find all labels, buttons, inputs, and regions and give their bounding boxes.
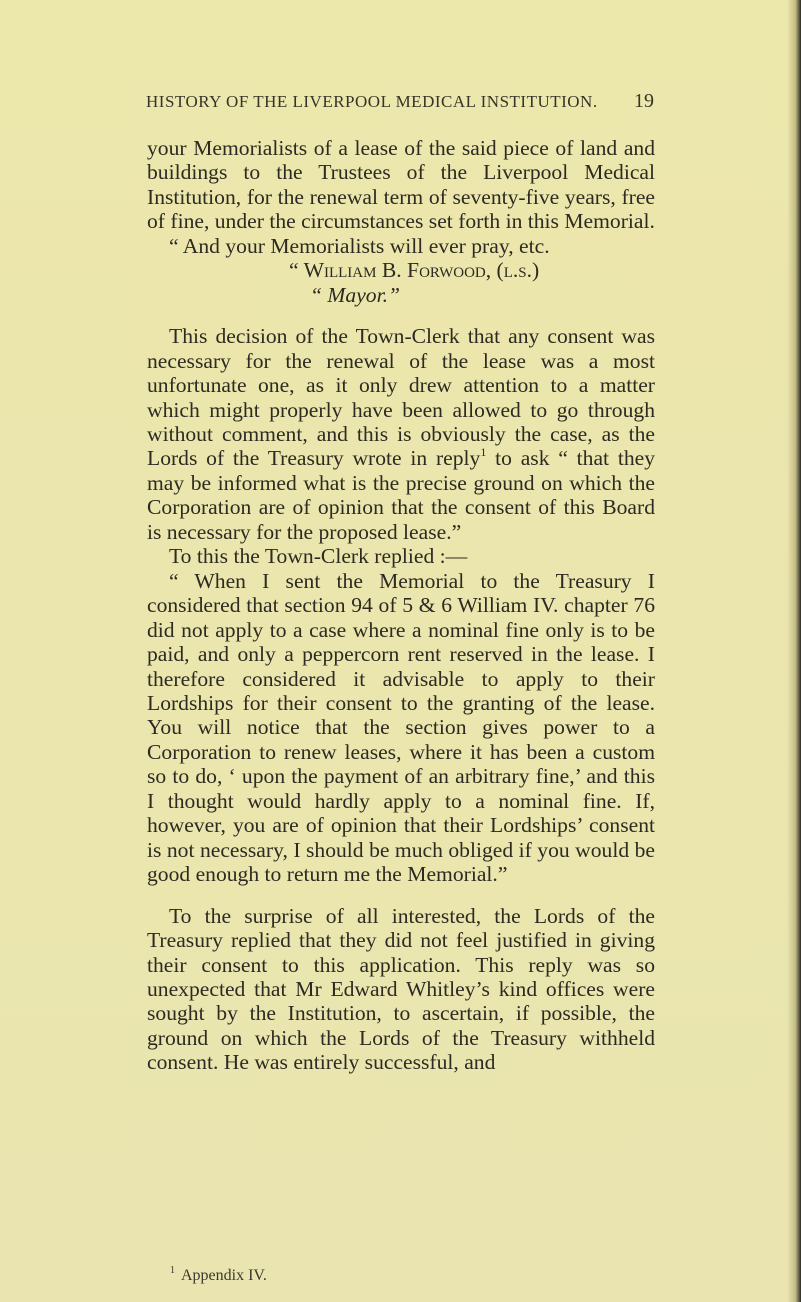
page-body — [147, 136, 655, 1075]
footnote — [170, 1267, 267, 1285]
paragraph-decision — [147, 324, 655, 544]
running-header — [146, 90, 654, 113]
signature-title: “ Mayor.” — [310, 282, 400, 307]
paragraph-surprise: To the surprise of all interested, the Lords of the Treasury replied that they did not feel justified in giving their consent to this application. This reply was so unexpected that Mr Edward Whitley’s kind offices were sought by the Institution, to ascertain, if possible, the ground on which the Lords of the Treasury withheld consent. He was entirely successful, and — [147, 903, 655, 1075]
footnote-text: Appendix IV. — [181, 1267, 267, 1284]
paragraph-town-clerk-letter: “ When I sent the Memorial to the Treasury I considered that section 94 of 5 & 6 William IV. chapter 76 did not apply to a case where a nominal fine only is to be paid, and only a peppercorn rent reserved in the lease. I therefore considered it advisable to apply to their Lordships for their consent to the granting of the lease. You will notice that the section gives power to a Corporation to renew leases, where it has been a custom so to do, ‘ upon the payment of an arbitrary fine,’ and this I thought would hardly apply to a nominal fine. If, however, you are of opinion that their Lordships’ consent is not necessary, I should be much obliged if you would be good enough to return me the Memorial.” — [147, 568, 655, 887]
footnote-reference: 1 — [480, 445, 487, 460]
paragraph-memorial-end: your Memorialists of a lease of the said piece of land and buildings to the Trustees of the Liverpool Medical Institution, for the renewal term of seventy-five years, free of fine, under the circumstances set forth in this Memorial. — [147, 136, 655, 234]
paragraph-town-clerk-replied: To this the Town-Clerk replied :— — [169, 544, 468, 569]
paragraph-pray: “ And your Memorialists will ever pray, etc. — [169, 233, 550, 258]
page-edge-shadow — [787, 0, 801, 1302]
paragraph-decision-text-a: This decision of the Town-Clerk that any consent was necessary for the renewal of the lease was a most unfortunate one, as it only drew attention to a matter which might properly have been allowed to go through without comment, and this is obviously the case, as the Lords of the Treasury wrote in reply — [147, 324, 655, 471]
footnote-marker: 1 — [170, 1265, 175, 1276]
page-number: 19 — [634, 90, 654, 112]
paragraph-decision-text-b: to ask “ that they may be informed what is the precise ground on which the Corporation are of opinion that the consent of this Board is necessary for the proposed lease.” — [147, 446, 655, 544]
running-title: HISTORY OF THE LIVERPOOL MEDICAL INSTITUTION. — [146, 92, 598, 111]
signature-name: “ William B. Forwood, (l.s.) — [289, 258, 540, 283]
